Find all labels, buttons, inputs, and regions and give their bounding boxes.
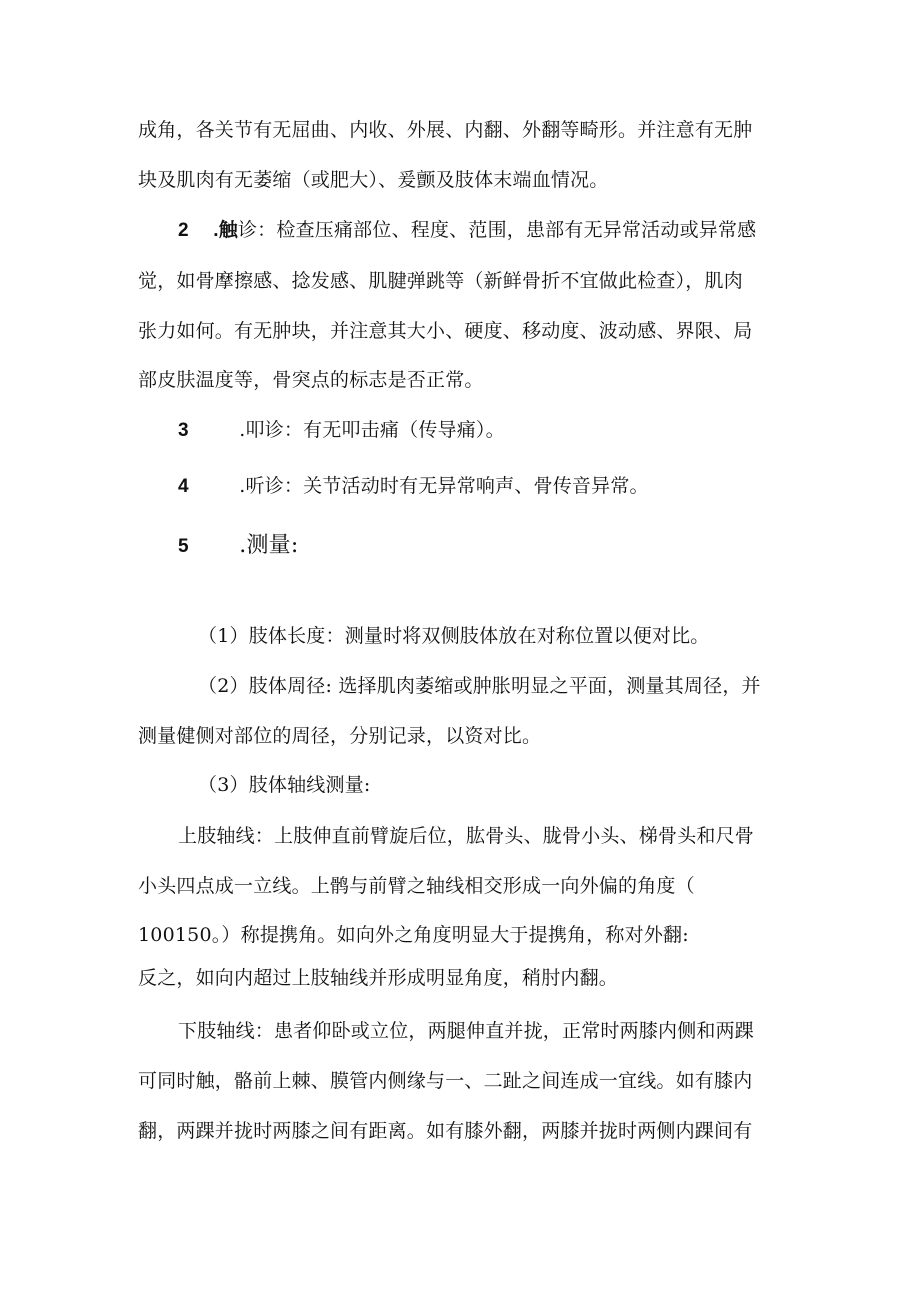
text-line: 测量健侧对部位的周径，分别记录，以资对比。 (138, 725, 542, 747)
item-4-number: 4 (178, 476, 189, 497)
item-2-line (178, 218, 756, 243)
text-line: 翻，两踝并拢时两膝之间有距离。如有膝外翻，两膝并拢时两侧内踝间有 (138, 1120, 753, 1142)
text-line: 觉，如骨摩擦感、捻发感、肌腱弹跳等（新鲜骨折不宜做此检查），肌肉 (138, 270, 743, 292)
item-3-text: .叩诊：有无叩击痛（传导痛）。 (239, 419, 505, 441)
sub-item-2: （2）肢体周径: 选择肌肉萎缩或肿胀明显之平面，测量其周径，并 (198, 675, 761, 697)
item-3-line (178, 418, 505, 443)
text-line: 块及肌肉有无萎缩（或肥大）、爰颤及肢体末端血情况。 (138, 169, 609, 191)
text-line: 可同时触，骼前上棘、膜管内侧缘与一、二趾之间连成一宜线。如有膝内 (138, 1070, 753, 1092)
sub-item-1: （1）肢体长度：测量时将双侧肢体放在对称位置以便对比。 (198, 625, 710, 647)
text-line: 小头四点成一立线。上鹘与前臂之轴线相交形成一向外偏的角度（ (138, 875, 695, 897)
item-3-number: 3 (178, 420, 189, 441)
item-5-heading: .测量: (239, 533, 299, 558)
item-2-heading: .触 (213, 220, 238, 241)
item-2-text: 诊：检查压痛部位、程度、范围，患部有无异常活动或异常感 (237, 219, 757, 241)
item-4-line (178, 474, 649, 499)
item-2-number: 2 (178, 220, 189, 241)
text-line: 张力如何。有无肿块，并注意其大小、硬度、移动度、波动感、界限、局 (138, 320, 753, 342)
text-line: 成角，各关节有无屈曲、内收、外展、内翻、外翻等畸形。并注意有无肿 (138, 119, 753, 141)
item-5-number: 5 (178, 536, 189, 557)
lower-limb-axis: 下肢轴线：患者仰卧或立位，两腿伸直并拢，正常时两膝内侧和两踝 (178, 1020, 755, 1042)
item-5-line (178, 534, 299, 559)
text-line: 部皮肤温度等，骨突点的标志是否正常。 (138, 369, 484, 391)
item-4-text: .听诊：关节活动时有无异常响声、骨传音异常。 (239, 475, 649, 497)
text-line: 反之，如向内超过上肢轴线并形成明显角度，稍肘内翻。 (138, 967, 619, 989)
sub-item-3: （3）肢体轴线测量: (198, 774, 371, 796)
text-line: 100150。）称提携角。如向外之角度明显大于提携角，称对外翻: (138, 924, 689, 946)
upper-limb-axis: 上肢轴线：上肢伸直前臂旋后位，肱骨头、胧骨小头、梯骨头和尺骨 (178, 825, 755, 847)
